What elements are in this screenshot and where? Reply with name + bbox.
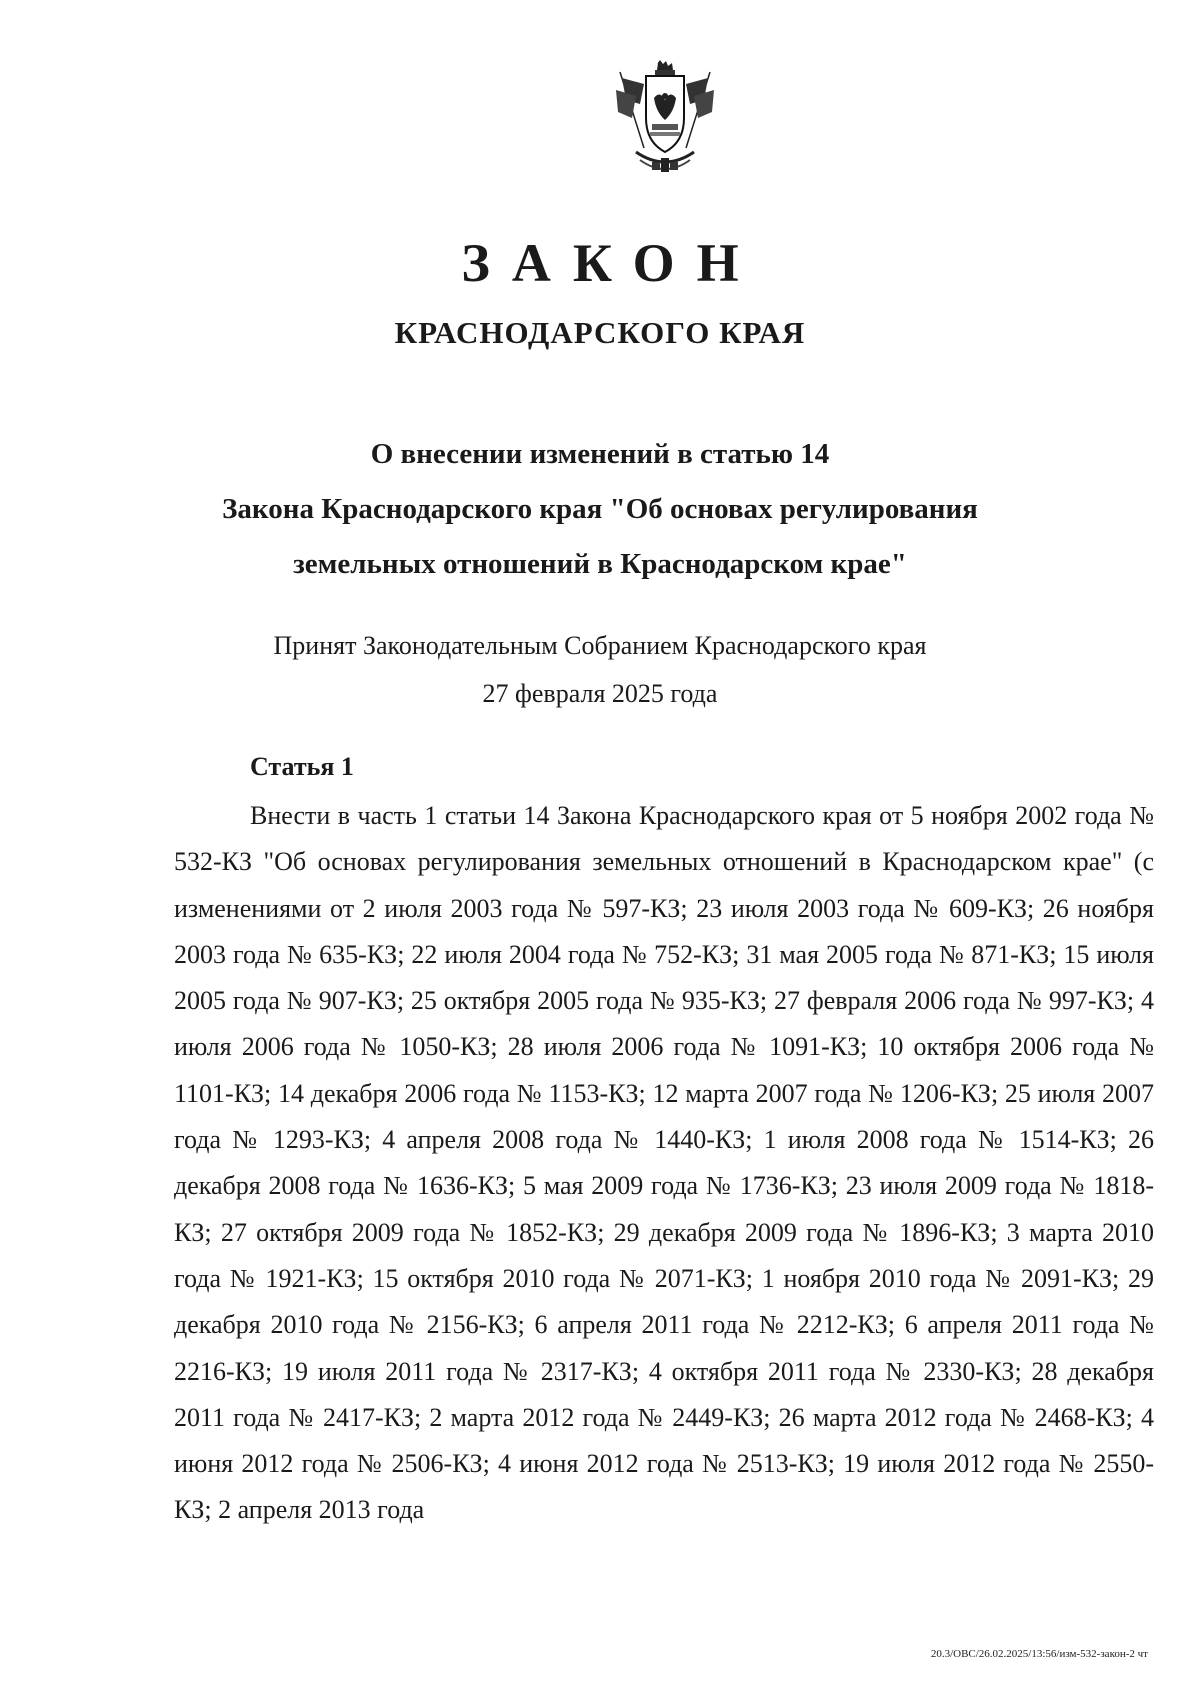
footer-document-code: 20.3/ОВС/26.02.2025/13:56/изм-532-закон-2 чт <box>930 1648 1148 1660</box>
document-title-line: О внесении изменений в статью 14 <box>370 438 830 470</box>
document-title <box>0 427 1200 592</box>
coat-of-arms-emblem <box>610 60 720 180</box>
law-heading: ЗАКОН <box>461 233 761 293</box>
document-title-line: земельных отношений в Краснодарском крае" <box>293 548 907 580</box>
region-heading: КРАСНОДАРСКОГО КРАЯ <box>394 315 806 350</box>
article-heading: Статья 1 <box>250 752 354 781</box>
adoption-note <box>0 622 1200 718</box>
coat-of-arms-icon <box>610 60 720 180</box>
document-title-line: Закона Краснодарского края "Об основах регулирования <box>222 493 978 525</box>
adoption-date: 27 февраля 2025 года <box>482 679 718 708</box>
article-body: Внести в часть 1 статьи 14 Закона Краснодарского края от 5 ноября 2002 года № 532-КЗ "Об основах регулирования земельных отношений в Краснодарском крае" (с изменениями от 2 июля 2003 года № 597-КЗ; 23 июля 2003 года № 609-КЗ; 26 ноября 2003 года № 635-КЗ; 22 июля 2004 года № 752-КЗ; 31 мая 2005 года № 871-КЗ; 15 июля 2005 года № 907-КЗ; 25 октября 2005 года № 935-КЗ; 27 февраля 2006 года № 997-КЗ; 4 июля 2006 года № 1050-КЗ; 28 июля 2006 года № 1091-КЗ; 10 октября 2006 года № 1101-КЗ; 14 декабря 2006 года № 1153-КЗ; 12 марта 2007 года № 1206-КЗ; 25 июля 2007 года № 1293-КЗ; 4 апреля 2008 года № 1440-КЗ; 1 июля 2008 года № 1514-КЗ; 26 декабря 2008 года № 1636-КЗ; 5 мая 2009 года № 1736-КЗ; 23 июля 2009 года № 1818-КЗ; 27 октября 2009 года № 1852-КЗ; 29 декабря 2009 года № 1896-КЗ; 3 марта 2010 года № 1921-КЗ; 15 октября 2010 года № 2071-КЗ; 1 ноября 2010 года № 2091-КЗ; 29 декабря 2010 года № 2156-КЗ; 6 апреля 2011 года № 2212-КЗ; 6 апреля 2011 года № 2216-КЗ; 19 июля 2011 года № 2317-КЗ; 4 октября 2011 года № 2330-КЗ; 28 декабря 2011 года № 2417-КЗ; 2 марта 2012 года № 2449-КЗ; 26 марта 2012 года № 2468-КЗ; 4 июня 2012 года № 2506-КЗ; 4 июня 2012 года № 2513-КЗ; 19 июля 2012 года № 2550-КЗ; 2 апреля 2013 года <box>174 801 1154 1525</box>
adoption-note-line: Принят Законодательным Собранием Краснодарского края <box>273 631 927 660</box>
